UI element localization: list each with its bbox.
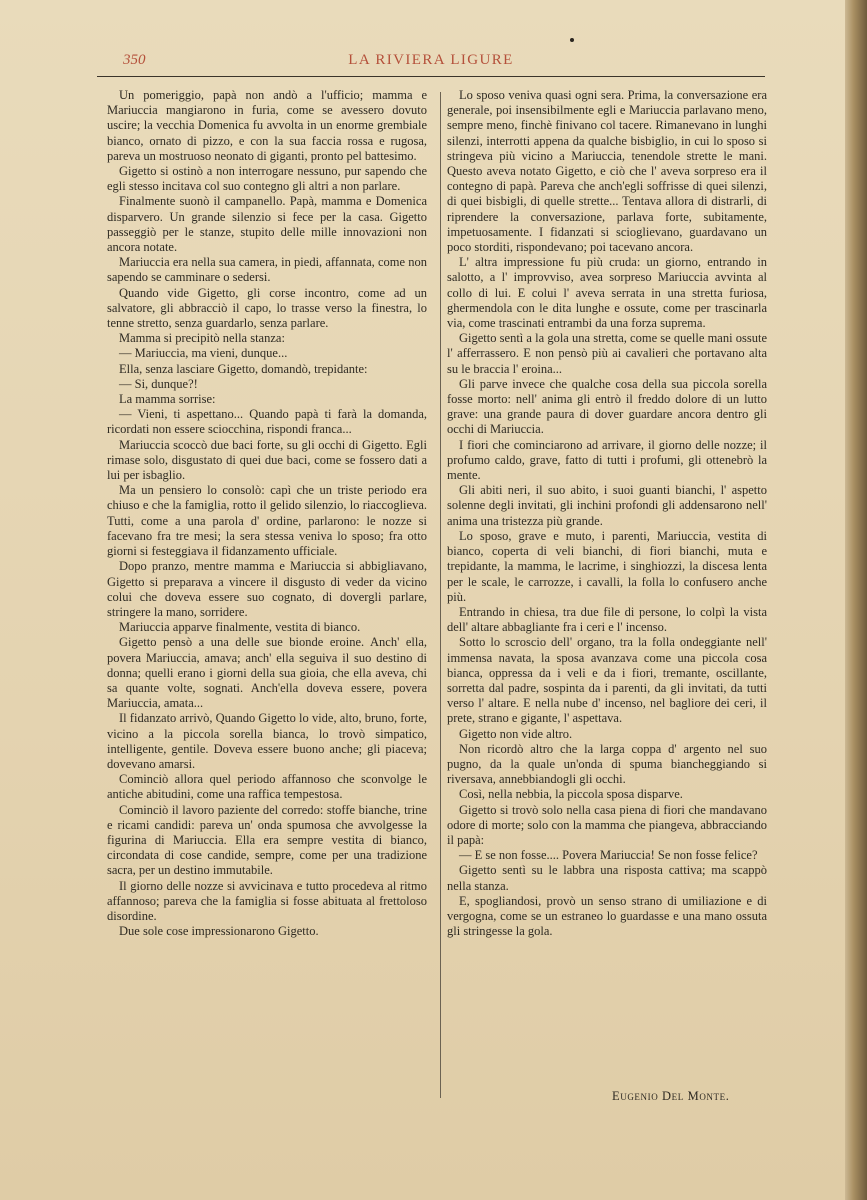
paragraph: Così, nella nebbia, la piccola sposa disparve.: [459, 787, 683, 802]
column-divider: [440, 92, 441, 1098]
paragraph: Gigetto sentì a la gola una stretta, come se quelle mani ossute l' afferrassero. E non pensò più ai cavalieri che portavano alta su le braccia l' eroina...: [447, 331, 767, 376]
paragraph: Gigetto pensò a una delle sue bionde eroine. Anch' ella, povera Mariuccia, amava; anch' ella seguiva il suo destino di donna; quelli erano i giorni della sua gioia, che ella aveva, chi sa quante volte, sognati. Anch'ella doveva essere, povera Mariuccia, amata...: [107, 635, 427, 711]
paragraph: Sotto lo scroscio dell' organo, tra la folla ondeggiante nell' immensa navata, la sposa avanzava come una piccola cosa bianca, oppressa da i veli e da i fiori, tremante, oscillante, sorretta dal padre, sospinta da i parenti, da gli invitati, da tutti verso l' altare. E nella nube d' incenso, nel bagliore dei ceri, il prete, strano e gigante, l' aspettava.: [447, 635, 767, 726]
paragraph: Gli parve invece che qualche cosa della sua piccola sorella fosse morto: nell' anima gli entrò il freddo dolore di un lutto grave: una grande paura di dover guardare ancora dentro gli occhi di Mariuccia.: [447, 376, 767, 437]
paragraph: — Vieni, ti aspettano... Quando papà ti farà la domanda, ricordati non essere sciocchina, rispondi franca...: [107, 407, 427, 437]
paragraph: L' altra impressione fu più cruda: un giorno, entrando in salotto, a l' improvviso, avea sorpreso Mariuccia avvinta al collo di lui. E colui l' aveva serrata in una stretta furiosa, ghermendola con le dita lunghe e ossute, come per trascinarla via, come trascinati entrambi da una forza suprema.: [447, 255, 767, 331]
page-number: 350: [123, 52, 146, 68]
paragraph: Quando vide Gigetto, gli corse incontro, come ad un salvatore, gli abbracciò il capo, lo trasse verso la finestra, lo tenne stretto, senza guardarlo, senza parlare.: [107, 285, 427, 331]
paragraph: Gigetto sentì su le labbra una risposta cattiva; ma scappò nella stanza.: [447, 863, 767, 893]
header-rule: [97, 76, 765, 77]
paragraph: — E se non fosse.... Povera Mariuccia! Se non fosse felice?: [459, 848, 758, 863]
paragraph: Ella, senza lasciare Gigetto, domandò, trepidante:: [119, 361, 368, 376]
left-column: [107, 88, 427, 939]
paragraph: La mamma sorrise:: [119, 392, 216, 407]
page-edge-shadow: [845, 0, 867, 1200]
paragraph: Entrando in chiesa, tra due file di persone, lo colpì la vista dell' altare abbagliante fra i ceri e l' incenso.: [447, 604, 767, 635]
paragraph: Gigetto si trovò solo nella casa piena di fiori che mandavano odore di morte; solo con la mamma che piangeva, abbracciando il papà:: [447, 802, 767, 847]
ink-speck: [570, 38, 574, 42]
paragraph: Cominciò allora quel periodo affannoso che sconvolge le antiche abitudini, come una raffica tempestosa.: [107, 772, 427, 802]
paragraph: Mariuccia scoccò due baci forte, su gli occhi di Gigetto. Egli rimase solo, disgustato di quei due baci, come se fossero dati a lui per isbaglio.: [107, 437, 427, 483]
paragraph: Gigetto non vide altro.: [459, 726, 573, 741]
paragraph: E, spogliandosi, provò un senso strano di umiliazione e di vergogna, come se un estraneo lo guardasse e una mano ossuta gli stringesse la gola.: [447, 893, 767, 939]
paragraph: Un pomeriggio, papà non andò a l'ufficio; mamma e Mariuccia mangiarono in furia, come se avessero dovuto uscire; la vecchia Domenica fu avvolta in un enorme grembiale bianco, ornato di pizzo, e con la sua faccia rossa e rugosa, pareva un mostruoso neonato di giganti, pronto pel battesimo.: [107, 88, 427, 163]
paragraph: Il giorno delle nozze si avvicinava e tutto procedeva al ritmo affannoso; pareva che la famiglia si fosse abituata al frettoloso disordine.: [107, 878, 427, 923]
paragraph: Dopo pranzo, mentre mamma e Mariuccia si abbigliavano, Gigetto si preparava a vincere il disgusto di veder da vicino colui che doveva essere suo cognato, di dovergli parlare, stringere la mano, sorridere.: [107, 559, 427, 619]
page-header: [97, 46, 765, 74]
paragraph: — Mariuccia, ma vieni, dunque...: [119, 346, 288, 361]
paragraph: Il fidanzato arrivò, Quando Gigetto lo vide, alto, bruno, forte, vicino a la piccola sorella bianca, lo trovò simpatico, intelligente, gentile. Doveva essere buono anche; gli piaceva; dovevano amarsi.: [107, 711, 427, 771]
paragraph: Mariuccia era nella sua camera, in piedi, affannata, come non sapendo se camminare o sedersi.: [107, 255, 427, 285]
paragraph: Ma un pensiero lo consolò: capì che un triste periodo era chiuso e che la famiglia, rotto il gelido silenzio, lo riaccoglieva. Tutti, come a una parola d' ordine, parlarono: le nozze si facevano fra tre mesi; la sera stessa veniva lo sposo; fra otto giorni si festeggiava il fidanzamento ufficiale.: [107, 483, 427, 559]
paragraph: — Si, dunque?!: [119, 376, 198, 391]
paragraph: Finalmente suonò il campanello. Papà, mamma e Domenica disparvero. Un grande silenzio si fece per la casa. Gigetto passeggiò per le stanze, stupito delle mille innovazioni non ancora notate.: [107, 194, 427, 255]
paragraph: Lo sposo veniva quasi ogni sera. Prima, la conversazione era generale, poi insensibilmente egli e Mariuccia parlavano meno, sempre meno, finchè finivano col tacere. Rimanevano in lunghi silenzi, interrotti appena da qualche bisbiglio, in cui lo sposo si stringeva più vicino a Mariuccia, tenendole strette le mani. Questo aveva notato Gigetto, e ciò che l' aveva sorpreso era il contegno di papà. Pareva che anch'egli soffrisse di quei silenzi, di quei bisbigli, di quelle strette... Tentava allora di distrarli, di riprendere la conversazione, parlava forte, subitamente, impetuosamente. I fidanzati si scioglievano, guardavano un poco storditi, rispondevano; poi tacevano ancora.: [447, 88, 767, 255]
paragraph: Gigetto si ostinò a non interrogare nessuno, pur sapendo che egli stesso incitava col suo contegno gli altri a non parlare.: [107, 164, 427, 194]
right-column: [447, 88, 767, 939]
running-title: LA RIVIERA LIGURE: [348, 52, 514, 68]
paragraph: Due sole cose impressionarono Gigetto.: [119, 924, 319, 939]
paragraph: I fiori che cominciarono ad arrivare, il giorno delle nozze; il profumo caldo, grave, fatto di tutti i profumi, gli ottenebrò la mente.: [447, 437, 767, 483]
paragraph: Mariuccia apparve finalmente, vestita di bianco.: [119, 620, 361, 635]
author-signature: Eugenio Del Monte.: [612, 1089, 730, 1103]
paragraph: Lo sposo, grave e muto, i parenti, Mariuccia, vestita di bianco, coperta di veli bianchi, di fiori bianchi, muta e trepidante, la mamma, le lacrime, i singhiozzi, la discesa lenta per le scale, le carrozze, i cavalli, la folla lo confusero anche più.: [447, 528, 767, 604]
paragraph: Gli abiti neri, il suo abito, i suoi guanti bianchi, l' aspetto solenne degli invitati, gli inchini profondi gli addensarono nell' anima una tristezza più grande.: [447, 483, 767, 528]
paragraph: Non ricordò altro che la larga coppa d' argento nel suo pugno, da la quale un'onda di spuma biancheggiando si riversava, annebbiandogli gli occhi.: [447, 741, 767, 787]
paragraph: Cominciò il lavoro paziente del corredo: stoffe bianche, trine e ricami candidi: pareva un' onda spumosa che avvolgesse la figurina di Mariuccia. Ella era sempre vestita di bianco, circondata di cose candide, sempre, come per una tradizione sacra, per un destino immutabile.: [107, 802, 427, 878]
paragraph: Mamma si precipitò nella stanza:: [119, 331, 285, 346]
